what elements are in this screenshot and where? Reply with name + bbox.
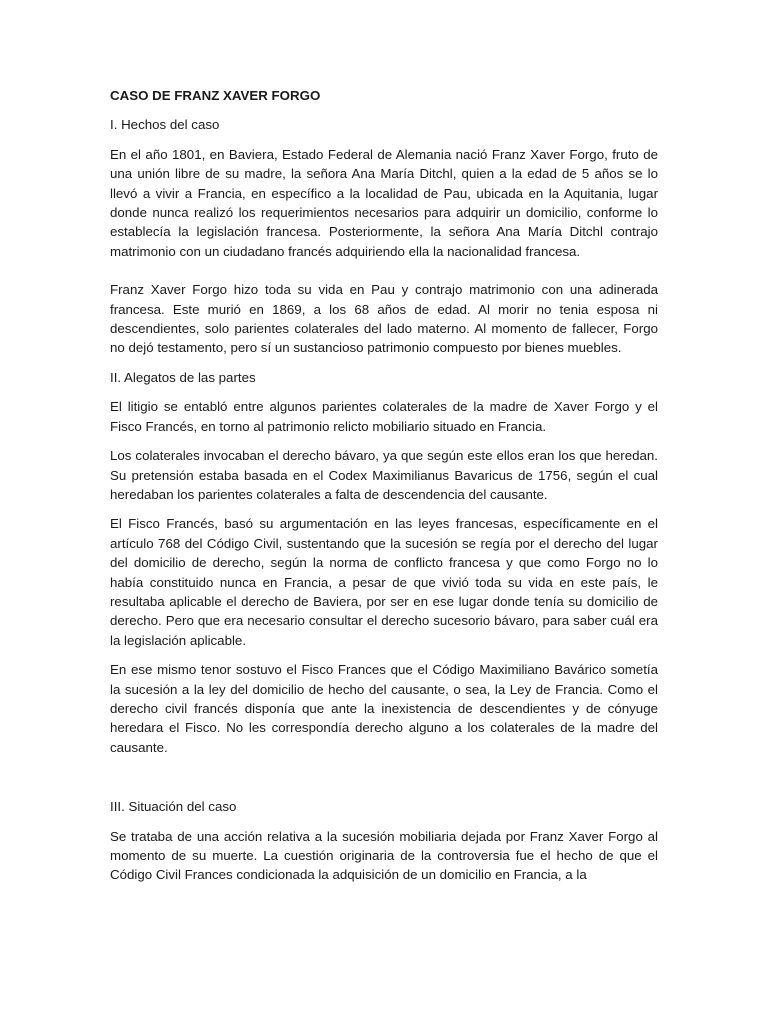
spacer [110,767,658,797]
document-title: CASO DE FRANZ XAVER FORGO [110,88,321,103]
section-heading-situacion: III. Situación del caso [110,799,237,815]
spacer [110,271,658,280]
paragraph: En ese mismo tenor sostuvo el Fisco Frances que el Código Maximiliano Bavárico sometía la sucesión a la ley del domicilio de hecho del causante, o sea, la Ley de Francia. Como el derecho civil francés disponía que ante la inexistencia de descendientes y de cónyuge heredara el Fisco. No les correspondía derecho alguno a los colaterales de la madre del causante. [110,662,658,755]
paragraph: Los colaterales invocaban el derecho bávaro, ya que según este ellos eran los que heredan. Su pretensión estaba basada en el Codex Maximilianus Bavaricus de 1756, según el cual heredaban los parientes colaterales a falta de descendencia del causante. [110,448,658,502]
paragraph: Franz Xaver Forgo hizo toda su vida en Pau y contrajo matrimonio con una adinerada francesa. Este murió en 1869, a los 68 años de edad. Al morir no tenia esposa ni descendientes, solo parientes colaterales del lado materno. Al momento de fallecer, Forgo no dejó testamento, pero sí un sustancioso patrimonio compuesto por bienes muebles. [110,282,658,356]
section-heading-alegatos: II. Alegatos de las partes [110,369,256,385]
document-body [110,86,658,895]
section-heading-hechos: I. Hechos del caso [110,117,220,133]
paragraph: Se trataba de una acción relativa a la sucesión mobiliaria dejada por Franz Xaver Forgo al momento de su muerte. La cuestión originaria de la controversia fue el hecho de que el Código Civil Frances condicionada la adquisición de un domicilio en Francia, a la [110,828,658,883]
paragraph: El Fisco Francés, basó su argumentación en las leyes francesas, específicamente en el artículo 768 del Código Civil, sustentando que la sucesión se regía por el derecho del lugar del domicilio de derecho, según la norma de conflicto francesa y que como Forgo no lo había constituido nunca en Francia, a pesar de que vivió toda su vida en este país, le resultaba aplicable el derecho de Baviera, por ser en ese lugar donde tenía su domicilio de derecho. Pero que era necesario consultar el derecho sucesorio bávaro, para saber cuál era la legislación aplicable. [110,516,658,648]
paragraph: En el año 1801, en Baviera, Estado Federal de Alemania nació Franz Xaver Forgo, fruto de una unión libre de su madre, la señora Ana María Ditchl, quien a la edad de 5 años se lo llevó a vivir a Francia, en específico a la localidad de Pau, ubicada en la Aquitania, lugar donde nunca realizó los requerimientos necesarios para adquirir un domicilio, conforme lo establecía la legislación francesa. Posteriormente, la señora Ana María Ditchl contrajo matrimonio con un ciudadano francés adquiriendo ella la nacionalidad francesa. [110,146,658,259]
paragraph: El litigio se entabló entre algunos parientes colaterales de la madre de Xaver Forgo y el Fisco Francés, en torno al patrimonio relicto mobiliario situado en Francia. [110,399,658,434]
